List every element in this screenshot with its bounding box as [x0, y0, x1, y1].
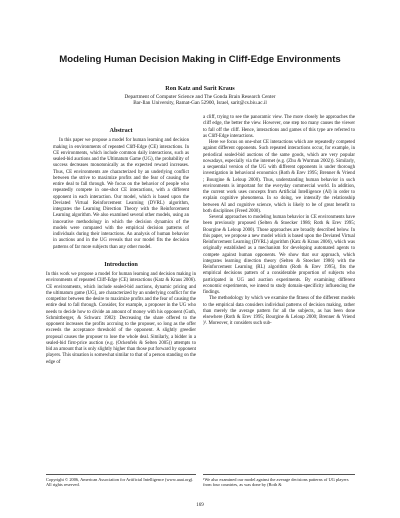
introduction-heading: Introduction	[104, 260, 138, 268]
right-paragraph-2: Here we focus on one-shot CE interactions which are repeatedly competed against different opponents. Such repeated interactions occur, for example, in periodical sealed-bid auctions of the same goods, which are very popular nowadays, especially via the internet (e.g. (Zhu & Wurman 2002)). Similarly, a sequential version of the UG with different opponents is under thorough investigation in behavioral economics (Roth & Erev 1995; Brenner & Vriend ; Bourgine & Leloup 2000). Thus, understanding human behavior in such environments is important for the everyday commercial world. In addition, the current work uses concepts from Artificial Intelligence (AI) in order to explain cognitive phenomena. In so doing, we intensify the relationship between AI and cognitive science, which is likely to be of great benefit to both disciplines (Freed 2000).	[203, 140, 355, 214]
affiliation-line-2: Bar-Ilan University, Ramat-Gan 52900, Israel, sarit@cs.biu.ac.il	[133, 100, 267, 107]
page-number: 169	[196, 503, 204, 508]
abstract-text: In this paper we propose a model for human learning and decision making in environments of repeated Cliff-Edge (CE) interactions. In CE environments, which include common daily interactions, such as sealed-bid auctions and the Ultimatum Game (UG), the probability of success decreases monotonically as the expected reward increases. Thus, CE environments are characterized by an underlying conflict between the strive to maximize profits and the fear of causing the entire deal to fall through. We focus on the behavior of people who repeatedly compete in one-shot CE interactions, with a different opponent in each interaction. Our model, which is based upon the Deviated Virtual Reinforcement Learning (DVRL) algorithm, integrates the Learning Direction Theory with the Reinforcement Learning algorithm. We also examined several other models, using an innovative methodology in which the decision dynamics of the models were compared with the empirical decision patterns of individuals during their interactions. An analysis of human behavior in auctions and in the UG reveals that our model fits the decision patterns of far more subjects than any other model.	[53, 138, 189, 250]
left-column	[46, 128, 196, 366]
abstract-heading: Abstract	[109, 127, 133, 134]
copyright-notice: Copyright © 2006, American Association for Artificial Intelligence (www.aaai.org). All rights reserved.	[46, 474, 196, 488]
paper-affiliation	[0, 94, 400, 107]
right-paragraph-4: The methodology by which we examine the fitness of the different models to the empirical data considers individual patterns of decision making, rather than merely the average pattern for all the subjects, as has been done elsewhere (Roth & Erev 1995; Bourgine & Leloup 2000; Brenner & Vriend )¹. Moreover, it considers such sub-	[203, 296, 355, 327]
right-column	[203, 115, 355, 328]
abstract-body	[46, 138, 196, 251]
footnote: ¹We also examined our model against the average decisions patterns of UG players from four countries, as was done by (Roth &	[203, 474, 355, 488]
right-paragraph-3: Several approaches to modeling human behavior in CE environments have been previously proposed (Selten & Stoecker 1986; Roth & Erev 1995; Bourgine & Leloup 2000). Those approaches are broadly described below. In this paper, we propose a new model which is based upon the Deviated Virtual Reinforcement Learning (DVRL) algorithm (Katz & Kraus 2006), which was originally established as a mechanism for developing automated agents to compete against human opponents. We show that our approach, which integrates learning direction theory (Selten & Stoecker 1986) with the Reinforcement Learning (RL) algorithm (Roth & Erev 1995), fits the empirical decisions pattern of a considerable proportion of subjects who participated in UG and auction experiments. By examining different economic experiments, we intend to study domain-specificity influencing the findings.	[203, 215, 355, 295]
introduction-text: In this work we propose a model for human learning and decision making in environments of repeated Cliff-Edge (CE) interactions (Katz & Kraus 2006). CE environments, which include sealed-bid auctions, dynamic pricing and the ultimatum game (UG), are characterized by an underlying conflict for the competitor between the desire to maximize profits and the fear of causing the entire deal to fall through. Consider, for example, a proposer in the UG who needs to decide how to divide an amount of money with his opponent (Guth, Schmittberger, & Schwarz 1982): Decreasing the share offered to the opponent increases the profits accruing to the proposer, so long as the offer exceeds the acceptance threshold of the opponent. A slightly greedier proposal causes the proposer to lose the whole deal. Similarly, a bidder in a sealed-bid first-price auction (e.g. (Ockenfels & Selten 2005)) attempts to bid an amount that is only slightly higher than those put forward by opponent players. This situation is somewhat similar to that of a person standing on the edge of	[46, 272, 197, 365]
paper-authors: Ron Katz and Sarit Kraus	[165, 85, 235, 92]
affiliation-line-1: Department of Computer Science and The Gonda Brain Research Center	[124, 94, 276, 100]
right-paragraph-1: a cliff, trying to see the panoramic view. The more closely he approaches the cliff edge, the better the view. However, one step too many causes the viewer to fall off the cliff. Hence, interactions and games of this type are referred to as Cliff-Edge interactions.	[203, 115, 355, 139]
paper-title: Modeling Human Decision Making in Cliff-Edge Environments	[59, 54, 341, 65]
